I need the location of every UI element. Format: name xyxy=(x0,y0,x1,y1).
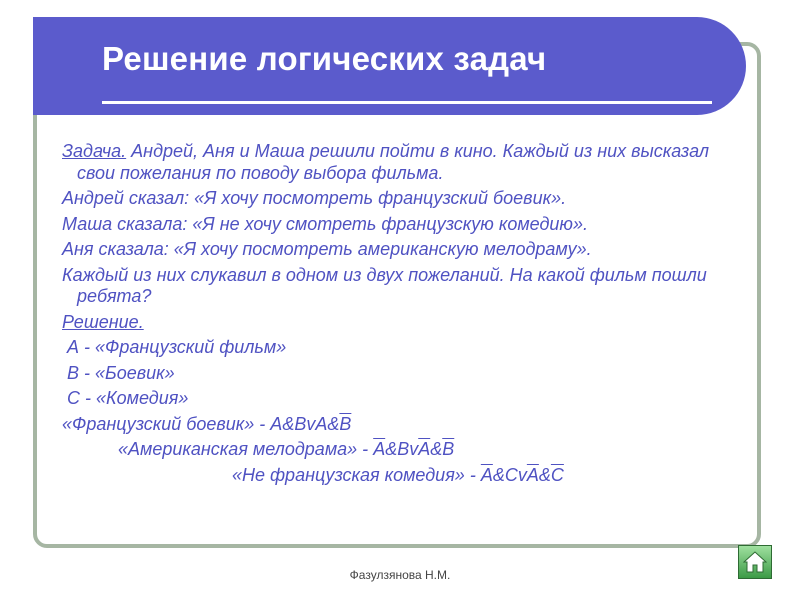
statement-2-not-a2: $\overline{A}$ xyxy=(418,439,431,459)
statement-3-not-c: $\overline{C}$ xyxy=(550,464,564,485)
home-icon xyxy=(743,550,767,574)
statement-1-prefix: «Французский боевик» - xyxy=(62,413,271,434)
problem-label: Задача. xyxy=(62,141,127,161)
andrey-line: Андрей сказал: «Я хочу посмотреть французский боевик». xyxy=(62,188,567,208)
solution-label: Решение. xyxy=(62,311,144,332)
statement-2-and: & xyxy=(430,439,443,459)
statement-1-term-a: А xyxy=(270,413,283,434)
def-a: А - «Французский фильм» xyxy=(67,337,287,357)
statement-2-not-a: А xyxy=(373,439,386,459)
statement-1-term-b: &B xyxy=(282,413,307,434)
footer-author: Фазулзянова Н.М. xyxy=(349,568,451,582)
statement-2-and-b: &B xyxy=(385,439,410,459)
statement-1-not-b: $\overline{B}$ xyxy=(339,413,352,434)
slide-title: Решение логических задач xyxy=(102,40,547,77)
anya-line: Аня сказала: «Я хочу посмотреть американскую мелодраму». xyxy=(62,239,592,259)
statement-2-not-b: $\overline{B}$ xyxy=(442,439,455,459)
statement-1-or: vA& xyxy=(306,413,340,434)
statement-french-action xyxy=(62,414,727,436)
statement-3-and-c-or: &Cv xyxy=(492,464,527,485)
statement-3-not-a2: $\overline{A}$ xyxy=(526,464,539,485)
problem-text: Андрей, Аня и Маша решили пойти в кино. Каждый из них высказал свои пожелания по поводу выбора фильма. xyxy=(77,141,710,183)
def-b: В - «Боевик» xyxy=(67,362,175,383)
masha-line: Маша сказала: «Я не хочу смотреть французскую комедию». xyxy=(62,213,588,234)
statement-3-prefix: «Не французская комедия» - xyxy=(232,464,481,485)
home-button[interactable] xyxy=(738,545,772,579)
statement-2-or: v xyxy=(409,439,419,459)
title-underline xyxy=(102,101,712,104)
statement-2-prefix: «Американская мелодрама» - xyxy=(118,439,374,459)
statement-3-not-a: А xyxy=(480,464,493,485)
slide-content xyxy=(62,141,727,490)
question-line: Каждый из них слукавил в одном из двух пожеланий. На какой фильм пошли ребята? xyxy=(62,264,707,306)
problem-paragraph xyxy=(62,141,727,184)
statement-3-and: & xyxy=(538,464,551,485)
def-c: С - «Комедия» xyxy=(67,388,189,408)
statement-american-melodrama xyxy=(62,439,727,461)
statement-not-french-comedy xyxy=(62,465,727,487)
